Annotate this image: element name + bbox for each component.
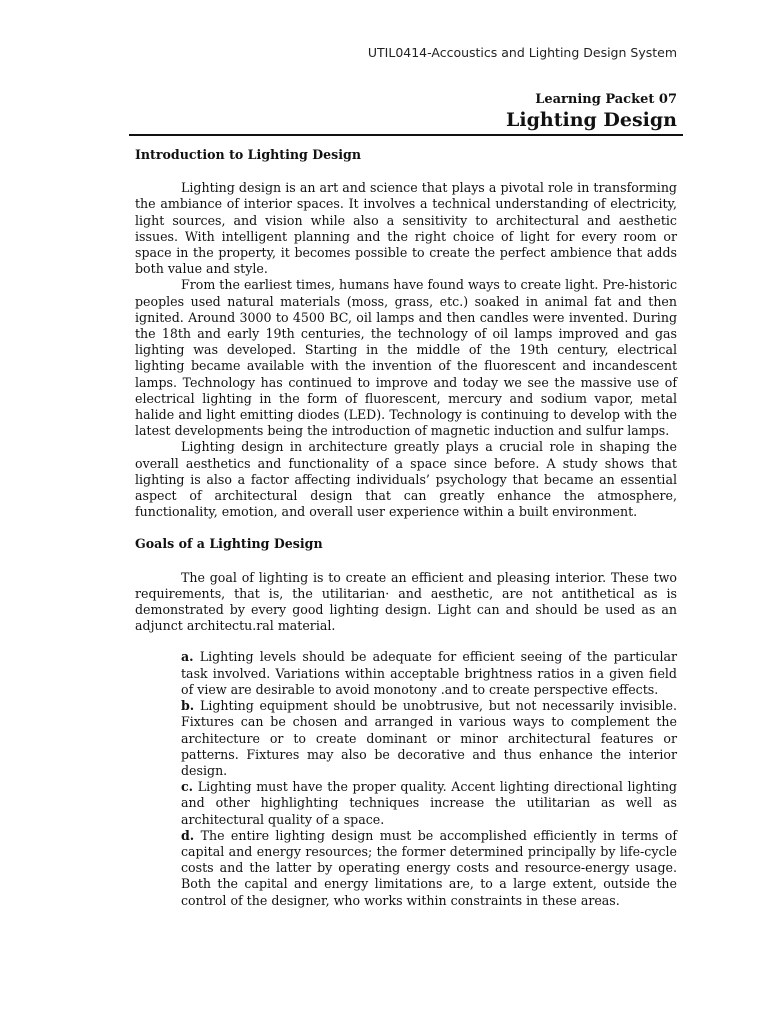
list-item <box>181 698 677 779</box>
goals-list <box>181 649 677 908</box>
list-item-letter: c. <box>181 779 194 795</box>
list-item <box>181 779 677 828</box>
section-spacer <box>135 520 677 536</box>
list-item-text: Lighting must have the proper quality. Accent lighting directional lighting and other highlighting techniques increase the utilitarian as well as architectural quality of a space. <box>181 779 677 827</box>
paragraph: Lighting design is an art and science that plays a pivotal role in transforming the ambiance of interior spaces. It involves a technical understanding of electricity, light sources, and vision while also a sensitivity to architectural and aesthetic issues. With intelligent planning and the right choice of light for every room or space in the property, it becomes possible to create the perfect ambience that adds both value and style. <box>135 180 677 277</box>
paragraph: Lighting design in architecture greatly plays a crucial role in shaping the overall aesthetics and functionality of a space since before. A study shows that lighting is also a factor affecting individuals’ psychology that became an essential aspect of architectural design that can greatly enhance the atmosphere, functionality, emotion, and overall user experience within a built environment. <box>135 439 677 520</box>
document-body <box>135 147 677 909</box>
list-item-text: Lighting levels should be adequate for efficient seeing of the particular task involved. Variations within acceptable brightness ratios in a given field of view are desirable to avoid monotony .and to create perspective effects. <box>181 649 677 697</box>
section-introduction <box>135 147 677 520</box>
list-item-letter: d. <box>181 827 195 843</box>
header-divider <box>129 134 683 136</box>
list-item-text: The entire lighting design must be accomplished efficiently in terms of capital and energy resources; the former determined principally by life-cycle costs and the latter by operating energy costs and resource-energy usage. Both the capital and energy limitations are, to a large extent, outside the control of the designer, who works within constraints in these areas. <box>181 827 677 908</box>
paragraph: From the earliest times, humans have found ways to create light. Pre-historic peoples used natural materials (moss, grass, etc.) soaked in animal fat and then ignited. Around 3000 to 4500 BC, oil lamps and then candles were invented. During the 18th and early 19th centuries, the technology of oil lamps improved and gas lighting was developed. Starting in the middle of the 19th century, electrical lighting became available with the invention of the fluorescent and incandescent lamps. Technology has continued to improve and today we see the massive use of electrical lighting in the form of fluorescent, mercury and sodium vapor, metal halide and light emitting diodes (LED). Technology is continuing to develop with the latest developments being the introduction of magnetic induction and sulfur lamps. <box>135 277 677 439</box>
section-heading: Goals of a Lighting Design <box>135 536 323 552</box>
list-item <box>181 649 677 698</box>
page-title: Lighting Design <box>506 109 677 131</box>
list-item-letter: b. <box>181 698 195 714</box>
list-item <box>181 828 677 909</box>
list-item-letter: a. <box>181 649 194 665</box>
packet-label: Learning Packet 07 <box>535 92 677 107</box>
section-heading: Introduction to Lighting Design <box>135 147 361 162</box>
course-header: UTIL0414-Accoustics and Lighting Design System <box>367 45 677 60</box>
list-item-text: Lighting equipment should be unobtrusive, but not necessarily invisible. Fixtures can be chosen and arranged in various ways to complement the architecture or to create dominant or minor architectural features or patterns. Fixtures may also be decorative and thus enhance the interior design. <box>181 698 677 778</box>
section-goals <box>135 536 677 908</box>
paragraph: The goal of lighting is to create an efficient and pleasing interior. These two requirements, that is, the utilitarian· and aesthetic, are not antithetical as is demonstrated by every good lighting design. Light can and should be used as an adjunct architectu.ral material. <box>135 569 677 634</box>
